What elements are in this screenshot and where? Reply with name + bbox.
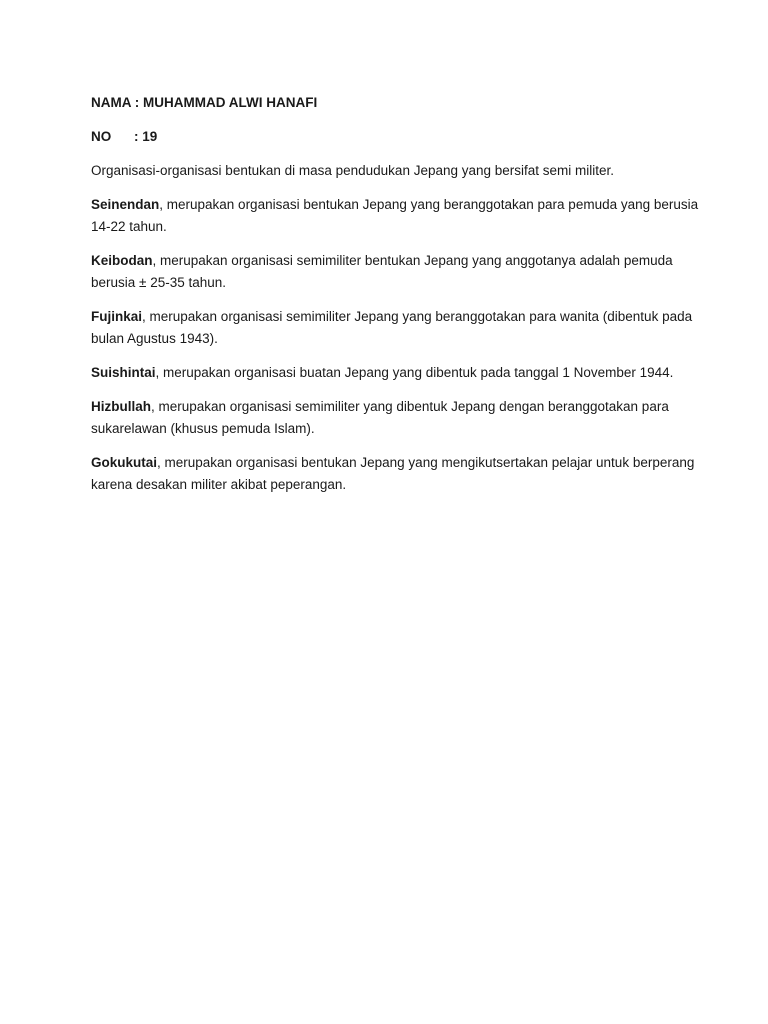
organization-entry-seinendan: [91, 194, 708, 238]
organization-term: Seinendan: [91, 197, 160, 212]
student-number-value: : 19: [134, 129, 158, 144]
student-name-line: NAMA : MUHAMMAD ALWI HANAFI: [91, 95, 318, 110]
student-number-line: [91, 126, 708, 148]
organization-description: , merupakan organisasi buatan Jepang yang dibentuk pada tanggal 1 November 1944.: [155, 365, 674, 380]
organization-term: Hizbullah: [91, 399, 151, 414]
organization-term: Gokukutai: [91, 455, 158, 470]
organization-description: , merupakan organisasi bentukan Jepang yang beranggotakan para pemuda yang berusia 14-22 tahun.: [91, 197, 699, 234]
organization-description: , merupakan organisasi semimiliter Jepang yang beranggotakan para wanita (dibentuk pada bulan Agustus 1943).: [91, 309, 693, 346]
organization-entry-hizbullah: [91, 396, 708, 440]
organization-entry-fujinkai: [91, 306, 708, 350]
intro-paragraph: Organisasi-organisasi bentukan di masa pendudukan Jepang yang bersifat semi militer.: [91, 163, 615, 178]
organization-term: Keibodan: [91, 253, 153, 268]
organization-entry-gokukutai: [91, 452, 708, 496]
organization-term: Fujinkai: [91, 309, 143, 324]
organization-description: , merupakan organisasi semimiliter bentukan Jepang yang anggotanya adalah pemuda berusia ± 25-35 tahun.: [91, 253, 673, 290]
organization-description: , merupakan organisasi bentukan Jepang yang mengikutsertakan pelajar untuk berperang karena desakan militer akibat peperangan.: [91, 455, 695, 492]
student-number-label: NO: [91, 129, 112, 144]
organization-description: , merupakan organisasi semimiliter yang dibentuk Jepang dengan beranggotakan para sukarelawan (khusus pemuda Islam).: [91, 399, 669, 436]
organization-entry-suishintai: [91, 362, 708, 384]
organization-term: Suishintai: [91, 365, 156, 380]
organization-entry-keibodan: [91, 250, 708, 294]
